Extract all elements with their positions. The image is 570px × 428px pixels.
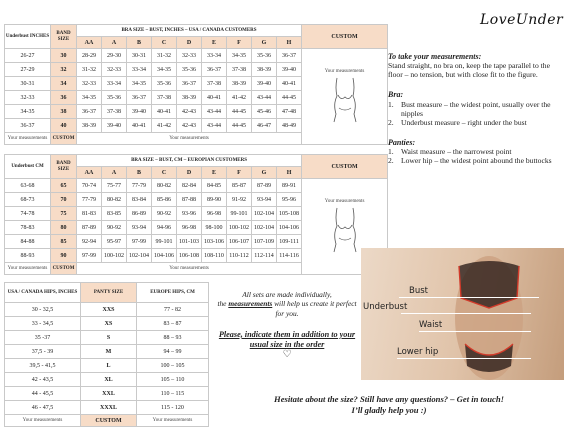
cup-value-cell: 31-32 xyxy=(77,63,102,77)
cup-value-cell: 43-44 xyxy=(202,105,227,119)
custom-cell: CUSTOM xyxy=(81,415,137,427)
cup-value-cell: 42-43 xyxy=(177,105,202,119)
cup-value-cell: 45-46 xyxy=(252,105,277,119)
cup-value-cell: 40-41 xyxy=(127,119,152,133)
cup-value-cell: 37-38 xyxy=(102,105,127,119)
cup-value-cell: 93-96 xyxy=(177,207,202,221)
cup-value-cell: 48-49 xyxy=(277,119,302,133)
cup-value-cell: 100-102 xyxy=(227,221,252,235)
cup-header: H xyxy=(277,37,302,49)
cup-value-cell: 41-42 xyxy=(152,119,177,133)
cup-value-cell: 99-101 xyxy=(227,207,252,221)
band-size-header: BAND SIZE xyxy=(51,155,77,179)
cup-value-cell: 89-91 xyxy=(277,179,302,193)
note-line-2-start: the xyxy=(217,299,229,309)
your-measurements-cell: Your measurements xyxy=(5,415,81,427)
us-hips-cell: 44 - 45,5 xyxy=(5,387,81,401)
underbust-line xyxy=(401,313,531,314)
lower-hip-label: Lower hip xyxy=(397,347,439,357)
custom-header: CUSTOM xyxy=(302,155,388,179)
cup-value-cell: 35-36 xyxy=(152,77,177,91)
list-item-text: Bust measure – the widest point, usually over the nipples xyxy=(401,99,551,118)
table-row xyxy=(5,179,388,193)
us-hips-cell: 46 - 47,5 xyxy=(5,401,81,415)
custom-sketch-cell xyxy=(302,49,388,145)
cup-value-cell: 43-44 xyxy=(202,119,227,133)
cup-value-cell: 35-36 xyxy=(252,49,277,63)
cup-value-cell: 77-79 xyxy=(127,179,152,193)
cup-value-cell: 80-82 xyxy=(102,193,127,207)
underbust-cell: 34-35 xyxy=(5,105,51,119)
cup-value-cell: 93-94 xyxy=(127,221,152,235)
cup-value-cell: 40-41 xyxy=(152,105,177,119)
custom-order-note xyxy=(214,290,360,362)
cup-value-cell: 31-32 xyxy=(152,49,177,63)
cup-value-cell: 90-92 xyxy=(152,207,177,221)
panty-size-cell: XS xyxy=(81,317,137,331)
cup-value-cell: 97-99 xyxy=(77,249,102,263)
cup-value-cell: 104-106 xyxy=(277,221,302,235)
cup-header: H xyxy=(277,167,302,179)
cup-value-cell: 103-106 xyxy=(202,235,227,249)
us-hips-header: USA / CANADA HIPS, INCHES xyxy=(5,283,81,303)
cup-header: G xyxy=(252,167,277,179)
eu-bra-size-table xyxy=(4,154,388,275)
cup-value-cell: 102-104 xyxy=(252,221,277,235)
panty-size-cell: L xyxy=(81,359,137,373)
cup-value-cell: 38-39 xyxy=(177,91,202,105)
cup-value-cell: 36-37 xyxy=(177,77,202,91)
footer-line-1: Hesitate about the size? Still have any questions? – Get in touch! xyxy=(274,394,504,404)
your-measurements-cell: Your measurements xyxy=(5,263,51,275)
custom-cell: CUSTOM xyxy=(51,263,77,275)
cup-value-cell: 102-104 xyxy=(127,249,152,263)
cup-value-cell: 83-84 xyxy=(127,193,152,207)
eu-hips-cell: 77 - 82 xyxy=(137,303,209,317)
underbust-cell: 27-29 xyxy=(5,63,51,77)
us-bra-size-table xyxy=(4,24,388,145)
cup-header: F xyxy=(227,167,252,179)
cup-value-cell: 37-38 xyxy=(227,63,252,77)
panties-instructions-list xyxy=(388,148,564,166)
underbust-cell: 88-93 xyxy=(5,249,51,263)
cup-value-cell: 114-116 xyxy=(277,249,302,263)
us-hips-cell: 42 - 43,5 xyxy=(5,373,81,387)
table-row xyxy=(5,49,388,63)
waist-line xyxy=(419,331,531,332)
cup-value-cell: 38-39 xyxy=(252,63,277,77)
cup-value-cell: 40-41 xyxy=(277,77,302,91)
cup-value-cell: 92-94 xyxy=(77,235,102,249)
cup-value-cell: 108-110 xyxy=(202,249,227,263)
cup-value-cell: 90-92 xyxy=(102,221,127,235)
cup-value-cell: 106-107 xyxy=(227,235,252,249)
bust-label: Bust xyxy=(409,286,428,296)
cup-value-cell: 32-33 xyxy=(77,77,102,91)
your-measurements-cell: Your measurements xyxy=(77,133,302,145)
cup-header: D xyxy=(177,37,202,49)
list-item-text: Waist measure – the narrowest point xyxy=(401,147,512,157)
list-item: 2. Lower hip – the widest point abound the buttocks xyxy=(388,156,552,166)
cup-header: B xyxy=(127,167,152,179)
cup-value-cell: 98-100 xyxy=(202,221,227,235)
instructions-heading: To take your measurements: xyxy=(388,52,482,61)
cup-value-cell: 87-89 xyxy=(77,221,102,235)
cup-value-cell: 39-40 xyxy=(127,105,152,119)
bra-instructions-list xyxy=(388,101,564,128)
cup-value-cell: 112-114 xyxy=(252,249,277,263)
note-line-1: All sets are made individually, xyxy=(242,290,332,299)
band-cell: 70 xyxy=(51,193,77,207)
cup-value-cell: 39-40 xyxy=(102,119,127,133)
cup-value-cell: 32-33 xyxy=(102,63,127,77)
cup-value-cell: 85-86 xyxy=(152,193,177,207)
cup-value-cell: 44-45 xyxy=(277,91,302,105)
list-item: 1. Bust measure – the widest point, usually over the nipples xyxy=(388,99,551,118)
cup-value-cell: 43-44 xyxy=(252,91,277,105)
cup-value-cell: 109-111 xyxy=(277,235,302,249)
band-cell: 36 xyxy=(51,91,77,105)
your-measurements-cell: Your measurements xyxy=(77,263,302,275)
band-cell: 65 xyxy=(51,179,77,193)
cup-value-cell: 85-87 xyxy=(227,179,252,193)
footer-line-2: I’ll gladly help you :) xyxy=(351,405,427,416)
underbust-cell: 32-33 xyxy=(5,91,51,105)
cup-value-cell: 96-98 xyxy=(202,207,227,221)
eu-hips-cell: 94 – 99 xyxy=(137,345,209,359)
list-item-text: Lower hip – the widest point abound the buttocks xyxy=(401,156,552,166)
cup-value-cell: 30-31 xyxy=(127,49,152,63)
contact-footer xyxy=(214,394,564,416)
panty-size-table xyxy=(4,282,209,427)
measurement-instructions xyxy=(388,52,564,176)
cup-value-cell: 36-37 xyxy=(127,91,152,105)
underbust-cell: 36-37 xyxy=(5,119,51,133)
us-hips-cell: 37,5 - 39 xyxy=(5,345,81,359)
cup-value-cell: 86-89 xyxy=(127,207,152,221)
us-hips-cell: 35 -37 xyxy=(5,331,81,345)
cup-value-cell: 36-37 xyxy=(202,63,227,77)
cup-value-cell: 34-35 xyxy=(152,63,177,77)
eu-hips-header: EUROPE HIPS, CM xyxy=(137,283,209,303)
your-measurements-cell: Your measurements xyxy=(137,415,209,427)
cup-value-cell: 40-41 xyxy=(202,91,227,105)
eu-hips-cell: 110 – 115 xyxy=(137,387,209,401)
lower-hip-line xyxy=(397,358,531,359)
cup-value-cell: 99-101 xyxy=(152,235,177,249)
cup-value-cell: 36-37 xyxy=(77,105,102,119)
model-figure-illustration xyxy=(361,248,564,380)
panty-size-cell: M xyxy=(81,345,137,359)
cup-value-cell: 83-85 xyxy=(102,207,127,221)
cup-value-cell: 44-45 xyxy=(227,105,252,119)
cup-header: D xyxy=(177,167,202,179)
panty-size-header: PANTY SIZE xyxy=(81,283,137,303)
cup-header: AA xyxy=(77,37,102,49)
underbust-cell: 30-31 xyxy=(5,77,51,91)
underbust-header: Underbust INCHES xyxy=(5,25,51,49)
band-cell: 40 xyxy=(51,119,77,133)
cup-value-cell: 75-77 xyxy=(102,179,127,193)
band-cell: 38 xyxy=(51,105,77,119)
cup-value-cell: 106-108 xyxy=(177,249,202,263)
band-cell: 32 xyxy=(51,63,77,77)
cup-value-cell: 107-109 xyxy=(252,235,277,249)
cup-header: A xyxy=(102,167,127,179)
cup-value-cell: 93-94 xyxy=(252,193,277,207)
table-row xyxy=(5,345,209,359)
cup-value-cell: 84-85 xyxy=(202,179,227,193)
cup-value-cell: 28-29 xyxy=(77,49,102,63)
eu-hips-cell: 100 – 105 xyxy=(137,359,209,373)
instructions-intro: Stand straight, no bra on, keep the tape parallel to the floor – no tension, but with close fit to the figure. xyxy=(388,61,550,80)
underbust-cell: 78-83 xyxy=(5,221,51,235)
cup-value-cell: 36-37 xyxy=(277,49,302,63)
cup-value-cell: 100-102 xyxy=(102,249,127,263)
cup-value-cell: 38-39 xyxy=(77,119,102,133)
cup-value-cell: 95-97 xyxy=(102,235,127,249)
cup-value-cell: 42-43 xyxy=(177,119,202,133)
cup-value-cell: 34-35 xyxy=(227,49,252,63)
custom-cell: CUSTOM xyxy=(51,133,77,145)
list-item-text: Underbust measure – right under the bust xyxy=(401,117,527,127)
cup-value-cell: 95-96 xyxy=(277,193,302,207)
table-row xyxy=(5,401,209,415)
underbust-cell: 84-88 xyxy=(5,235,51,249)
cup-header: B xyxy=(127,37,152,49)
cup-header: F xyxy=(227,37,252,49)
cup-value-cell: 89-90 xyxy=(202,193,227,207)
cup-value-cell: 87-89 xyxy=(252,179,277,193)
cup-value-cell: 41-42 xyxy=(227,91,252,105)
table-row xyxy=(5,317,209,331)
band-cell: 85 xyxy=(51,235,77,249)
torso-sketch-icon xyxy=(302,74,387,124)
your-measurements-note: Your measurements xyxy=(324,199,365,204)
cup-value-cell: 102-104 xyxy=(252,207,277,221)
band-cell: 90 xyxy=(51,249,77,263)
cup-value-cell: 87-88 xyxy=(177,193,202,207)
custom-header: CUSTOM xyxy=(302,25,388,49)
bra-heading: Bra: xyxy=(388,90,404,100)
measurements-link: measurements xyxy=(228,299,273,309)
panties-heading: Panties: xyxy=(388,137,416,147)
brand-logo: LoveUnder xyxy=(480,12,564,28)
cup-value-cell: 77-79 xyxy=(77,193,102,207)
cup-header: E xyxy=(202,167,227,179)
cup-value-cell: 32-33 xyxy=(177,49,202,63)
cup-value-cell: 35-36 xyxy=(177,63,202,77)
cup-header: AA xyxy=(77,167,102,179)
note-line-2-end: will help us create it perfect for you. xyxy=(272,299,357,318)
cup-value-cell: 96-98 xyxy=(177,221,202,235)
cup-value-cell: 34-35 xyxy=(77,91,102,105)
panty-size-cell: XL xyxy=(81,373,137,387)
cup-header: E xyxy=(202,37,227,49)
eu-hips-cell: 105 – 110 xyxy=(137,373,209,387)
table-title: BRA SIZE – BUST, CM – EUROPIAN CUSTOMERS xyxy=(77,155,302,167)
cup-value-cell: 39-40 xyxy=(277,63,302,77)
cup-value-cell: 104-106 xyxy=(152,249,177,263)
underbust-cell: 68-73 xyxy=(5,193,51,207)
cup-value-cell: 110-112 xyxy=(227,249,252,263)
cup-value-cell: 33-34 xyxy=(127,63,152,77)
cup-value-cell: 35-36 xyxy=(102,91,127,105)
cup-header: G xyxy=(252,37,277,49)
eu-hips-cell: 83 – 87 xyxy=(137,317,209,331)
table-row xyxy=(5,373,209,387)
table-title: BRA SIZE – BUST, INCHES – USA / CANADA CUSTOMERS xyxy=(77,25,302,37)
cup-value-cell: 37-38 xyxy=(152,91,177,105)
cup-value-cell: 37-38 xyxy=(202,77,227,91)
underbust-header: Underbust CM xyxy=(5,155,51,179)
cup-value-cell: 101-103 xyxy=(177,235,202,249)
panty-size-cell: S xyxy=(81,331,137,345)
band-cell: 80 xyxy=(51,221,77,235)
band-cell: 75 xyxy=(51,207,77,221)
cup-header: C xyxy=(152,167,177,179)
panty-size-cell: XXL xyxy=(81,387,137,401)
cup-value-cell: 80-82 xyxy=(152,179,177,193)
us-hips-cell: 30 - 32,5 xyxy=(5,303,81,317)
band-size-header: BAND SIZE xyxy=(51,25,77,49)
cup-value-cell: 82-84 xyxy=(177,179,202,193)
cup-value-cell: 47-48 xyxy=(277,105,302,119)
your-measurements-note: Your measurements xyxy=(324,69,365,74)
heart-icon: ♡ xyxy=(282,349,292,361)
cup-value-cell: 70-74 xyxy=(77,179,102,193)
bust-line xyxy=(399,297,539,298)
table-row xyxy=(5,387,209,401)
your-measurements-cell: Your measurements xyxy=(5,133,51,145)
us-hips-cell: 39,5 - 41,5 xyxy=(5,359,81,373)
cup-value-cell: 29-30 xyxy=(102,49,127,63)
cup-value-cell: 91-92 xyxy=(227,193,252,207)
model-photo xyxy=(361,248,564,380)
cup-value-cell: 81-83 xyxy=(77,207,102,221)
cup-value-cell: 97-99 xyxy=(127,235,152,249)
cup-value-cell: 38-39 xyxy=(227,77,252,91)
cup-value-cell: 34-35 xyxy=(127,77,152,91)
panty-size-cell: XXS xyxy=(81,303,137,317)
band-cell: 30 xyxy=(51,49,77,63)
cup-header: A xyxy=(102,37,127,49)
panty-size-cell: XXXL xyxy=(81,401,137,415)
table-row xyxy=(5,331,209,345)
underbust-cell: 26-27 xyxy=(5,49,51,63)
torso-sketch-icon xyxy=(302,204,387,254)
cup-value-cell: 39-40 xyxy=(252,77,277,91)
cup-value-cell: 94-96 xyxy=(152,221,177,235)
cup-header: C xyxy=(152,37,177,49)
list-item: 2. Underbust measure – right under the bust xyxy=(388,117,527,127)
cup-value-cell: 46-47 xyxy=(252,119,277,133)
table-row xyxy=(5,303,209,317)
eu-hips-cell: 115 - 120 xyxy=(137,401,209,415)
cup-value-cell: 105-108 xyxy=(277,207,302,221)
indicate-note: Please, indicate them in addition to your usual size in the order xyxy=(218,329,356,349)
waist-label: Waist xyxy=(419,320,443,330)
list-item: 1. Waist measure – the narrowest point xyxy=(388,147,512,157)
underbust-label: Underbust xyxy=(363,302,408,312)
band-cell: 34 xyxy=(51,77,77,91)
table-row xyxy=(5,359,209,373)
eu-hips-cell: 88 – 93 xyxy=(137,331,209,345)
us-hips-cell: 33 - 34,5 xyxy=(5,317,81,331)
cup-value-cell: 33-34 xyxy=(102,77,127,91)
underbust-cell: 74-78 xyxy=(5,207,51,221)
cup-value-cell: 44-45 xyxy=(227,119,252,133)
cup-value-cell: 33-34 xyxy=(202,49,227,63)
underbust-cell: 63-68 xyxy=(5,179,51,193)
